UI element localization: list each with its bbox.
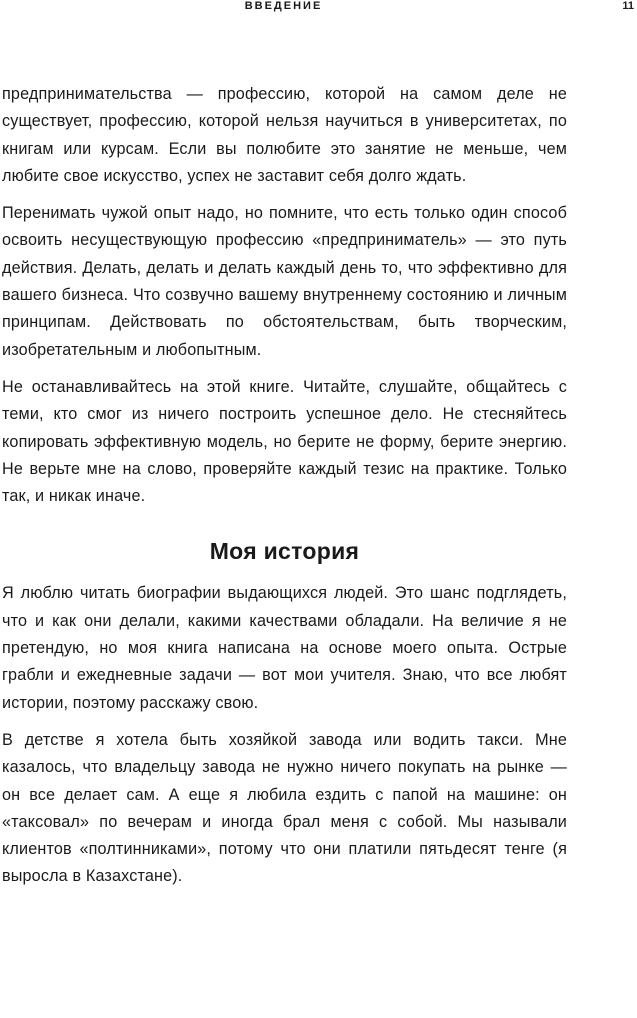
paragraph: В детстве я хотела быть хозяйкой завода или водить такси. Мне казалось, что владельцу завода не нужно ничего покупать на рынке — он все делает сам. А еще я любила ездить с папой на машине: он «таксовал» по вечерам и иногда брал меня с собой. Мы называли клиентов «полтинниками», потому что они платили пятьдесят тенге (я выросла в Казахстане). (2, 730, 567, 886)
paragraph: Не останавливайтесь на этой книге. Читайте, слушайте, общайтесь с теми, кто смог из ничего построить успешное дело. Не стесняйтесь копировать эффективную модель, но берите не форму, берите энергию. Не верьте мне на слово, проверяйте каждый тезис на практике. Только так, и никак иначе. (2, 377, 567, 506)
page-number: 11 (622, 0, 634, 12)
paragraph: Перенимать чужой опыт надо, но помните, что есть только один способ освоить несуществующую профессию «предприниматель» — это путь действия. Делать, делать и делать каждый день то, что эффективно для вашего бизнеса. Что созвучно вашему внутреннему состоянию и личным принципам. Действовать по обстоятельствам, быть творческим, изобретательным и любопытным. (2, 204, 567, 359)
running-section-title: ВВЕДЕНИЕ (244, 0, 323, 12)
page-body (2, 81, 567, 901)
paragraph: предпринимательства — профессию, которой на самом деле не существует, профессию, которой нельзя научиться в университетах, по книгам или курсам. Если вы полюбите это занятие не меньше, чем любите свое искусство, успех не заставит себя долго ждать. (2, 85, 567, 185)
paragraph: Я люблю читать биографии выдающихся людей. Это шанс подглядеть, что и как они делали, какими качествами обладали. На величие я не претендую, но моя книга написана на основе моего опыта. Острые грабли и ежедневные задачи — вот мои учителя. Знаю, что все любят истории, поэтому расскажу свою. (2, 584, 567, 712)
section-heading: Моя история (209, 538, 360, 565)
running-header (0, 0, 637, 14)
